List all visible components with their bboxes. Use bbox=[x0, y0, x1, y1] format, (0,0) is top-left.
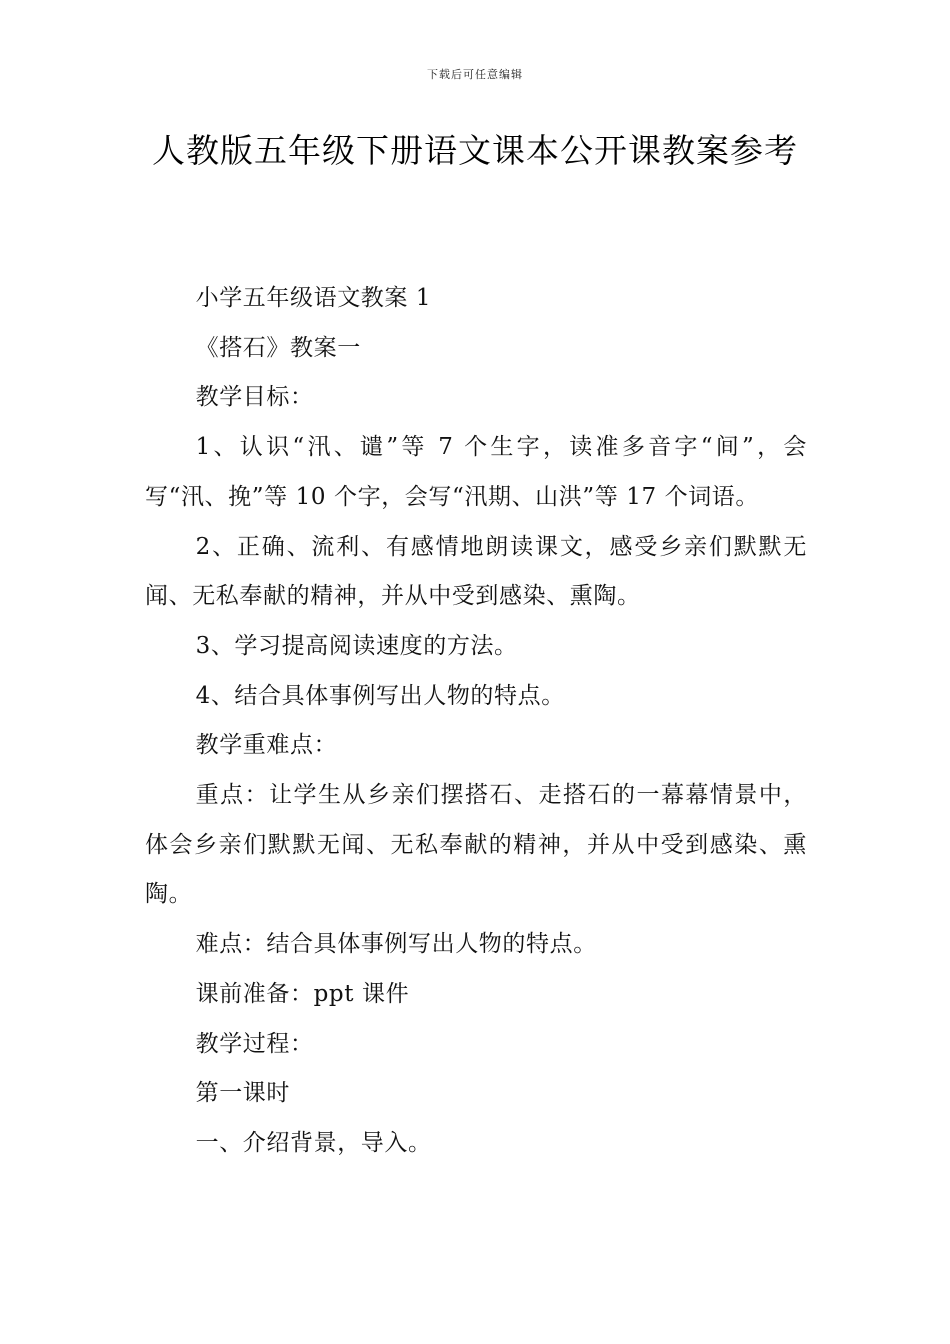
paragraph-process-heading: 教学过程： bbox=[195, 1030, 314, 1057]
paragraph-section-heading: 小学五年级语文教案 1 bbox=[195, 285, 432, 311]
header-note: 下载后可任意编辑 bbox=[427, 68, 523, 81]
paragraph-objective-4: 4、结合具体事例写出人物的特点。 bbox=[195, 682, 565, 709]
paragraph-difficulty: 难点：结合具体事例写出人物的特点。 bbox=[195, 931, 597, 958]
paragraph-objectives-heading: 教学目标： bbox=[195, 384, 314, 411]
paragraph-objective-1: 1、认识“汛、谴”等 7 个生字，读准多音字“间”，会写“汛、挽”等 10 个字，会写“汛期、山洪”等 17 个词语。 bbox=[145, 434, 807, 510]
paragraph-introduction: 一、介绍背景，导入。 bbox=[195, 1129, 432, 1156]
paragraph-key-points-heading: 教学重难点： bbox=[195, 732, 338, 759]
paragraph-lesson-title: 《搭石》教案一 bbox=[195, 334, 361, 361]
document-title: 人教版五年级下册语文课本公开课教案参考 bbox=[152, 131, 798, 170]
paragraph-objective-3: 3、学习提高阅读速度的方法。 bbox=[195, 632, 518, 659]
document-body bbox=[145, 274, 807, 1169]
paragraph-preparation: 课前准备：ppt 课件 bbox=[195, 980, 410, 1007]
paragraph-key-point: 重点：让学生从乡亲们摆搭石、走搭石的一幕幕情景中，体会乡亲们默默无闻、无私奉献的精神，并从中受到感染、熏陶。 bbox=[145, 782, 807, 908]
paragraph-first-lesson: 第一课时 bbox=[195, 1080, 290, 1107]
paragraph-objective-2: 2、正确、流利、有感情地朗读课文，感受乡亲们默默无闻、无私奉献的精神，并从中受到感染、熏陶。 bbox=[145, 533, 807, 610]
